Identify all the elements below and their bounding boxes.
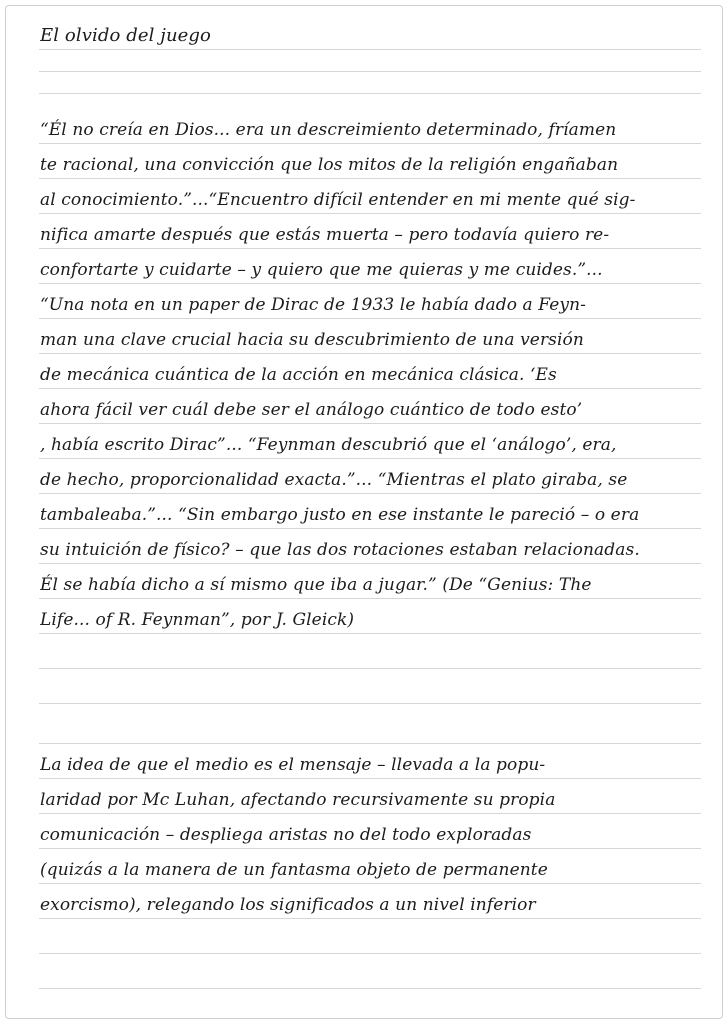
paragraph-1-line-12: tambaleaba.”... “Sin embargo justo en ese instante le pareció – o era — [40, 505, 640, 525]
paragraph-1-line-5: confortarte y cuidarte – y quiero que me quieras y me cuides.”... — [40, 260, 603, 280]
paragraph-1-line-13: su intuición de físico? – que las dos rotaciones estaban relacionadas. — [40, 540, 640, 560]
paragraph-1-line-14: Él se había dicho a sí mismo que iba a jugar.” (De “Genius: The — [40, 575, 592, 595]
paragraph-1-line-9: ahora fácil ver cuál debe ser el análogo cuántico de todo esto’ — [40, 400, 583, 420]
paragraph-2-line-4: (quizás a la manera de un fantasma objeto de permanente — [40, 860, 548, 880]
paragraph-2-line-3: comunicación – despliega aristas no del todo exploradas — [40, 825, 532, 845]
paragraph-1-line-6: “Una nota en un paper de Dirac de 1933 le había dado a Feyn- — [40, 295, 587, 315]
ruled-line — [39, 703, 701, 704]
ruled-line — [39, 953, 701, 954]
paragraph-2-line-5: exorcismo), relegando los significados a un nivel inferior — [40, 895, 536, 915]
ruled-line — [39, 668, 701, 669]
ruled-line — [39, 93, 701, 94]
paragraph-2-line-2: laridad por Mc Luhan, afectando recursivamente su propia — [40, 790, 556, 810]
ruled-line — [39, 743, 701, 744]
paragraph-1-line-15: Life... of R. Feynman”, por J. Gleick) — [40, 610, 355, 630]
paragraph-1-line-8: de mecánica cuántica de la acción en mecánica clásica. ‘Es — [40, 365, 557, 385]
notebook-page — [5, 5, 723, 1019]
page-title: El olvido del juego — [40, 25, 211, 46]
ruled-line — [39, 71, 701, 72]
paragraph-1-line-2: te racional, una convicción que los mitos de la religión engañaban — [40, 155, 619, 175]
paragraph-1-line-1: “Él no creía en Dios... era un descreimiento determinado, fríamen — [40, 120, 617, 140]
paragraph-1-line-7: man una clave crucial hacia su descubrimiento de una versión — [40, 330, 584, 350]
paragraph-1-line-10: , había escrito Dirac”... “Feynman descubrió que el ‘análogo’, era, — [40, 435, 617, 455]
paragraph-1-line-4: nifica amarte después que estás muerta – pero todavía quiero re- — [40, 225, 610, 245]
ruled-line — [39, 988, 701, 989]
paragraph-1-line-11: de hecho, proporcionalidad exacta.”... “Mientras el plato giraba, se — [40, 470, 628, 490]
paragraph-2-line-1: La idea de que el medio es el mensaje – llevada a la popu- — [40, 755, 546, 775]
paragraph-1-line-3: al conocimiento.”...“Encuentro difícil entender en mi mente qué sig- — [40, 190, 636, 210]
